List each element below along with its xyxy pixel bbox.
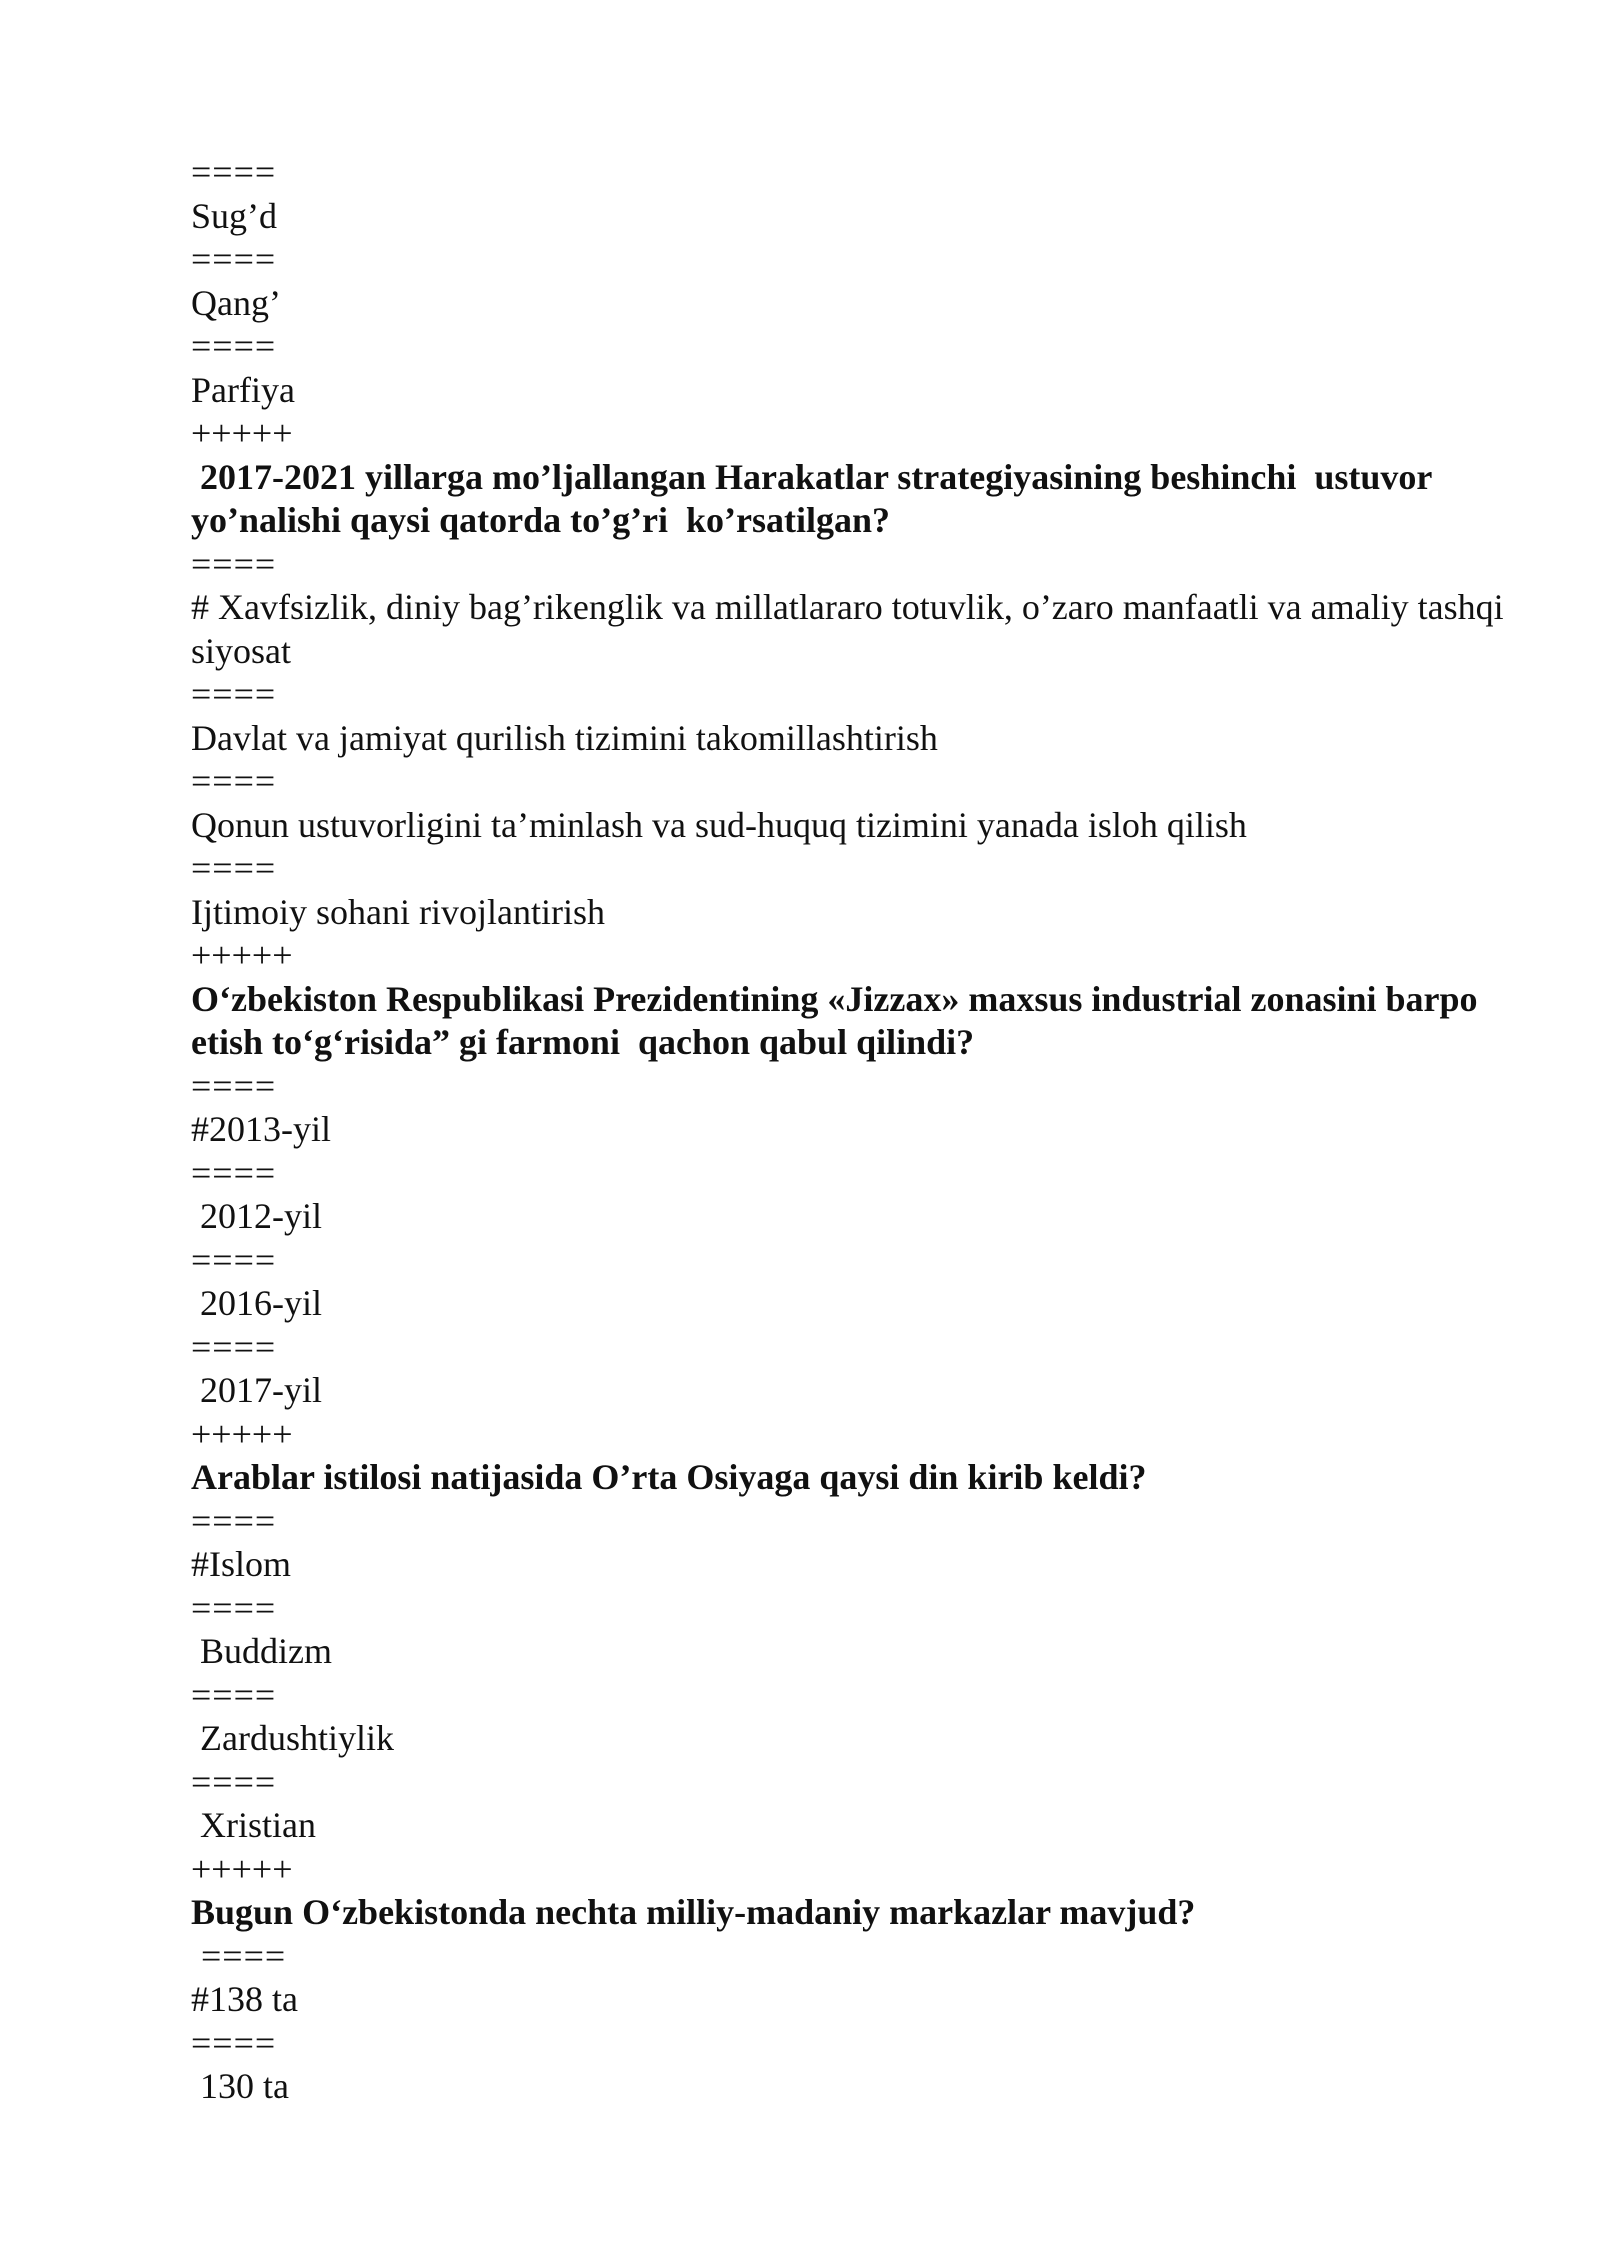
question-divider: +++++: [191, 413, 293, 453]
answer-option: Buddizm: [191, 1631, 332, 1671]
separator-line: ====: [191, 1326, 277, 1367]
question-divider: +++++: [191, 1413, 293, 1454]
answer-option: Ijtimoiy sohani rivojlantirish: [191, 891, 605, 932]
separator-line: ====: [191, 239, 277, 279]
answer-option: 2012-yil: [191, 1196, 322, 1236]
separator-line: ====: [191, 2022, 277, 2063]
separator-line: ====: [191, 1761, 277, 1802]
answer-option: Zardushtiylik: [191, 1718, 394, 1758]
separator-line: ====: [191, 674, 277, 714]
separator-line: ====: [191, 761, 277, 801]
answer-option: Parfiya: [191, 369, 295, 410]
answer-option: Qonun ustuvorligini ta’minlash va sud-huquq tizimini yanada isloh qilish: [191, 804, 1247, 845]
question-text: Arablar istilosi natijasida O’rta Osiyaga qaysi din kirib keldi?: [191, 1457, 1147, 1497]
answer-option: #2013-yil: [191, 1109, 331, 1149]
separator-line: ====: [191, 1500, 277, 1541]
answer-option: #Islom: [191, 1544, 292, 1584]
separator-line: ====: [191, 1587, 277, 1628]
question-text: Bugun O‘zbekistonda nechta milliy-madaniy markazlar mavjud?: [191, 1892, 1196, 1932]
separator-line: ====: [191, 543, 277, 584]
separator-line: ====: [191, 1935, 287, 1976]
question-divider: +++++: [191, 935, 293, 975]
answer-option: Xristian: [191, 1805, 316, 1845]
answer-option: Sug’d: [191, 195, 278, 236]
question-text: 2017-2021 yillarga mo’ljallangan Harakatlar strategiyasining beshinchi ustuvor yo’nalishi qaysi qatorda to’g’ri ko’rsatilgan?: [191, 456, 1441, 540]
document-body: [191, 151, 1511, 2109]
answer-option: 2017-yil: [191, 1370, 322, 1410]
separator-line: ====: [191, 1239, 277, 1280]
answer-option: 130 ta: [191, 2066, 289, 2106]
separator-line: ====: [191, 1065, 277, 1106]
separator-line: ====: [191, 1674, 277, 1715]
answer-option: # Xavfsizlik, diniy bag’rikenglik va millatlararo totuvlik, o’zaro manfaatli va amaliy tashqi siyosat: [191, 587, 1513, 671]
separator-line: ====: [191, 152, 277, 192]
separator-line: ====: [191, 326, 277, 366]
answer-option: Qang’: [191, 282, 281, 323]
question-text: O‘zbekiston Respublikasi Prezidentining «Jizzax» maxsus industrial zonasini barpo etish to‘g‘risida” gi farmoni qachon qabul qilindi?: [191, 978, 1487, 1062]
answer-option: Davlat va jamiyat qurilish tizimini takomillashtirish: [191, 717, 938, 758]
separator-line: ====: [191, 848, 277, 888]
question-divider: +++++: [191, 1848, 293, 1889]
answer-option: #138 ta: [191, 1979, 298, 2019]
separator-line: ====: [191, 1152, 277, 1193]
answer-option: 2016-yil: [191, 1283, 322, 1323]
